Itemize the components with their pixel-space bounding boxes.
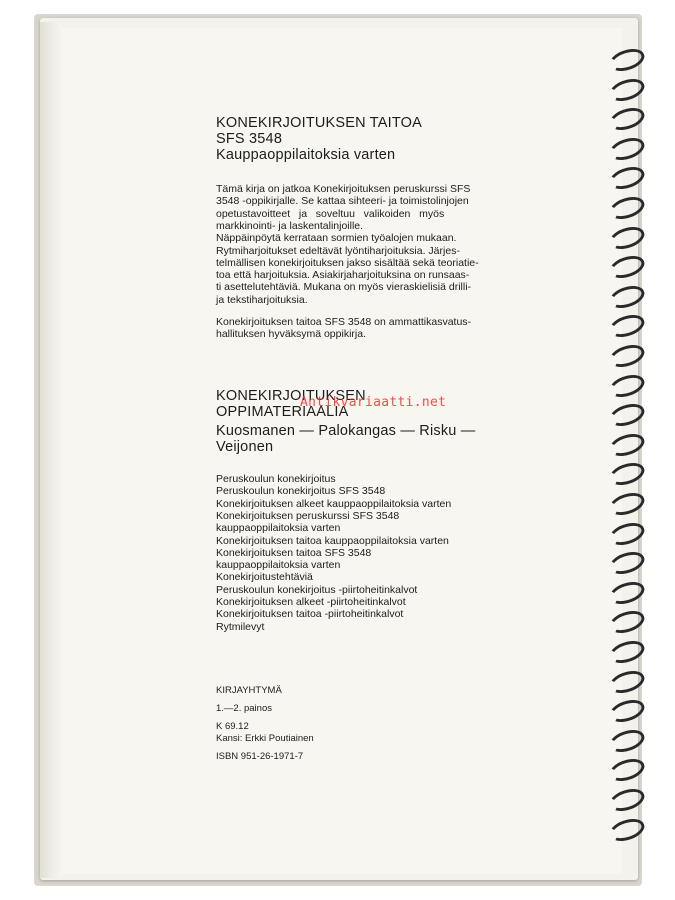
paragraph-line: telmällisen konekirjoituksen jakso sisältää sekä teoriatie- <box>216 256 479 269</box>
list-item: Konekirjoituksen peruskurssi SFS 3548 <box>216 509 400 522</box>
authors-line-2: Veijonen <box>216 439 274 455</box>
spiral-coil <box>607 459 647 489</box>
list-item: Peruskoulun konekirjoitus -piirtoheitinkalvot <box>216 583 418 596</box>
spiral-coil <box>607 252 647 282</box>
paragraph-line: ja tekstiharjoituksia. <box>216 293 308 306</box>
spiral-coil <box>607 163 647 193</box>
list-item: Konekirjoituksen taitoa SFS 3548 <box>216 546 372 559</box>
list-item: Konekirjoituksen taitoa -piirtoheitinkalvot <box>216 608 404 621</box>
list-item: kauppaoppilaitoksia varten <box>216 522 341 535</box>
spiral-coil <box>607 607 647 637</box>
authors-line-1: Kuosmanen — Palokangas — Risku — <box>216 423 476 439</box>
spiral-coil <box>607 696 647 726</box>
spiral-coil <box>607 548 647 578</box>
spiral-binding <box>605 40 645 840</box>
product-code: K 69.12 <box>216 721 249 732</box>
paragraph-line: ti asettelutehtäviä. Mukana on myös vieraskielisiä drilli- <box>216 281 472 294</box>
spiral-coil <box>607 311 647 341</box>
materials-title-line-2: OPPIMATERIAALIA <box>216 404 349 420</box>
spiral-coil <box>607 45 647 75</box>
watermark: Antikvariaatti.net <box>300 395 447 410</box>
list-item: Konekirjoituksen alkeet kauppaoppilaitoksia varten <box>216 497 452 510</box>
edition: 1.—2. painos <box>216 703 272 714</box>
list-item: Rytmilevyt <box>216 620 265 633</box>
publisher: KIRJAYHTYMÄ <box>216 685 282 696</box>
title-line-2: SFS 3548 <box>216 131 283 147</box>
list-item: Konekirjoituksen alkeet -piirtoheitinkalvot <box>216 596 406 608</box>
spiral-coil <box>607 104 647 134</box>
list-item: Konekirjoitustehtäviä <box>216 571 313 584</box>
paragraph-line: Rytmiharjoitukset edeltävät lyöntiharjoituksia. Järjes- <box>216 244 460 257</box>
spiral-coil <box>607 282 647 312</box>
isbn: ISBN 951-26-1971-7 <box>216 751 304 762</box>
spiral-coil <box>607 578 647 608</box>
spiral-coil <box>607 134 647 164</box>
spiral-coil <box>607 193 647 223</box>
list-item: Peruskoulun konekirjoitus SFS 3548 <box>216 485 386 498</box>
list-item: Peruskoulun konekirjoitus <box>216 473 336 485</box>
paragraph-line: Tämä kirja on jatkoa Konekirjoituksen peruskurssi SFS <box>216 183 471 195</box>
list-item: kauppaoppilaitoksia varten <box>216 559 341 572</box>
spiral-coil <box>607 755 647 785</box>
materials-title-line-1: KONEKIRJOITUKSEN <box>216 388 366 404</box>
list-item: Konekirjoituksen taitoa kauppaoppilaitoksia varten <box>216 534 449 547</box>
paragraph-line: 3548 -oppikirjalle. Se kattaa sihteeri- ja toimistolinjojen <box>216 195 469 208</box>
spiral-coil <box>607 667 647 697</box>
paragraph-line: toa että harjoituksia. Asiakirjaharjoituksina on runsaas- <box>216 269 470 282</box>
spiral-coil <box>607 430 647 460</box>
cover-credit: Kansi: Erkki Poutiainen <box>216 733 314 744</box>
title-line-3: Kauppaoppilaitoksia varten <box>216 147 396 163</box>
spiral-coil <box>607 489 647 519</box>
spiral-coil <box>607 371 647 401</box>
paragraph-line: Konekirjoituksen taitoa SFS 3548 on ammattikasvatus- <box>216 316 472 328</box>
paragraph-line: markkinointi- ja laskentalinjoille. <box>216 219 364 232</box>
title-line-1: KONEKIRJOITUKSEN TAITOA <box>216 115 423 131</box>
spiral-coil <box>607 400 647 430</box>
spiral-coil <box>607 75 647 105</box>
spiral-coil <box>607 726 647 756</box>
paragraph-line: hallituksen hyväksymä oppikirja. <box>216 328 366 341</box>
paragraph-line: opetustavoitteet ja soveltuu valikoiden myös <box>216 207 445 220</box>
spiral-coil <box>607 223 647 253</box>
paragraph-line: Näppäinpöytä kerrataan sormien työalojen mukaan. <box>216 232 457 245</box>
spiral-coil <box>607 637 647 667</box>
spiral-coil <box>607 519 647 549</box>
spiral-coil <box>607 341 647 371</box>
spiral-coil <box>607 785 647 815</box>
page-edges <box>40 22 62 878</box>
